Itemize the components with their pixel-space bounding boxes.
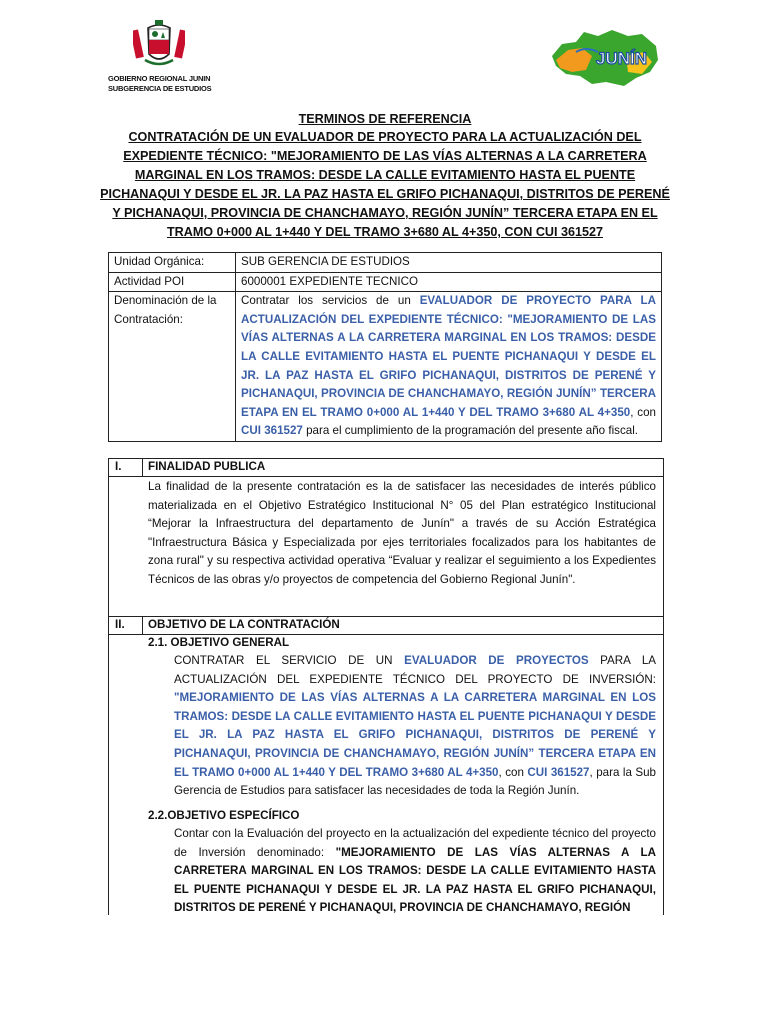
org-line-1: GOBIERNO REGIONAL JUNIN [108, 74, 211, 83]
info-table [108, 252, 662, 442]
denominacion-value: Contratar los servicios de un EVALUADOR DE PROYECTO PARA LA ACTUALIZACIÓN DEL EXPEDIENTE TÉCNICO: "MEJORAMIENTO DE LAS VÍAS ALTERNAS A LA CARRETERA MARGINAL EN LOS TRAMOS: DESDE LA CALLE EVITAMIENTO HASTA EL PUENTE PICHANAQUI Y DESDE EL JR. LA PAZ HASTA EL GRIFO PICHANAQUI, DISTRITOS DE PERENÉ Y PICHANAQUI, PROVINCIA DE CHANCHAMAYO, REGIÓN JUNÍN” TERCERA ETAPA EN EL TRAMO 0+000 AL 1+440 Y DEL TRAMO 3+680 AL 4+350, con CUI 361527 para el cumplimiento de la programación del presente año fiscal. [236, 292, 662, 442]
cui-highlight: CUI 361527 [527, 765, 590, 779]
section-1-title: FINALIDAD PUBLICA [148, 460, 266, 473]
junin-logo-text: JUNÍN [596, 49, 648, 68]
divider [142, 458, 143, 476]
divider [142, 616, 143, 634]
project-name-highlight: "MEJORAMIENTO DE LAS VÍAS ALTERNAS A LA CARRETERA MARGINAL EN LOS TRAMOS: DESDE LA CALLE EVITAMIENTO HASTA EL PUENTE PICHANAQUI Y DESDE EL JR. LA PAZ HASTA EL GRIFO PICHANAQUI, DISTRITOS DE PERENÉ Y PICHANAQUI, PROVINCIA DE CHANCHAMAYO, REGIÓN JUNÍN” TERCERA ETAPA EN EL TRAMO 0+000 AL 1+440 Y DEL TRAMO 3+680 AL 4+350 [174, 691, 656, 779]
cui-highlight: CUI 361527 [241, 424, 303, 438]
table-row [109, 292, 662, 442]
project-name-highlight: EVALUADOR DE PROYECTO PARA LA ACTUALIZACIÓN DEL EXPEDIENTE TÉCNICO: "MEJORAMIENTO DE LAS VÍAS ALTERNAS A LA CARRETERA MARGINAL EN LOS TRAMOS: DESDE LA CALLE EVITAMIENTO HASTA EL PUENTE PICHANAQUI Y DESDE EL JR. LA PAZ HASTA EL GRIFO PICHANAQUI, DISTRITOS DE PERENÉ Y PICHANAQUI, PROVINCIA DE CHANCHAMAYO, REGIÓN JUNÍN” TERCERA ETAPA EN EL TRAMO 0+000 AL 1+440 Y DEL TRAMO 3+680 AL 4+350 [241, 294, 656, 419]
table-row [109, 253, 662, 273]
actividad-label: Actividad POI [109, 272, 236, 292]
unidad-label: Unidad Orgánica: [109, 253, 236, 273]
actividad-value: 6000001 EXPEDIENTE TECNICO [236, 272, 662, 292]
denominacion-label: Denominación de la Contratación: [109, 292, 236, 442]
document-subtitle: CONTRATACIÓN DE UN EVALUADOR DE PROYECTO PARA LA ACTUALIZACIÓN DEL EXPEDIENTE TÉCNICO: "MEJORAMIENTO DE LAS VÍAS ALTERNAS A LA CARRETERA MARGINAL EN LOS TRAMOS: DESDE LA CALLE EVITAMIENTO HASTA EL PUENTE PICHANAQUI Y DESDE EL JR. LA PAZ HASTA EL GRIFO PICHANAQUI, DISTRITOS DE PERENÉ Y PICHANAQUI, PROVINCIA DE CHANCHAMAYO, REGIÓN JUNÍN” TERCERA ETAPA EN EL TRAMO 0+000 AL 1+440 Y DEL TRAMO 3+680 AL 4+350, CON CUI 361527 [100, 130, 670, 239]
section-2-number: II. [115, 618, 125, 631]
peru-coat-of-arms-logo [133, 20, 185, 70]
section-1-number: I. [115, 460, 122, 473]
section-1-body: La finalidad de la presente contratación es la de satisfacer las necesidades de interés público materializada en el Objetivo Estratégico Institucional N° 05 del Plan estratégico Institucional “Mejorar la Infraestructura del departamento de Junín" a través de su Acción Estratégica "Infraestructura Básica y Especializada por ejes territoriales focalizados para los habitantes de zona rural" y su respectiva actividad operativa “Evaluar y realizar el seguimiento a los Expedientes Técnicos de las obras y/o proyectos de competencia del Gobierno Regional Junín". [148, 480, 656, 586]
objetivo-general-title: 2.1. OBJETIVO GENERAL [148, 636, 290, 649]
section-2-title: OBJETIVO DE LA CONTRATACIÓN [148, 618, 340, 631]
table-row [109, 272, 662, 292]
document-title: TERMINOS DE REFERENCIA [298, 112, 472, 126]
unidad-value: SUB GERENCIA DE ESTUDIOS [236, 253, 662, 273]
org-name [108, 74, 211, 94]
objetivo-general-body: CONTRATAR EL SERVICIO DE UN EVALUADOR DE PROYECTOS PARA LA ACTUALIZACIÓN DEL EXPEDIENTE TÉCNICO DEL PROYECTO DE INVERSIÓN: "MEJORAMIENTO DE LAS VÍAS ALTERNAS A LA CARRETERA MARGINAL EN LOS TRAMOS: DESDE LA CALLE EVITAMIENTO HASTA EL PUENTE PICHANAQUI Y DESDE EL JR. LA PAZ HASTA EL GRIFO PICHANAQUI, DISTRITOS DE PERENÉ Y PICHANAQUI, PROVINCIA DE CHANCHAMAYO, REGIÓN JUNÍN” TERCERA ETAPA EN EL TRAMO 0+000 AL 1+440 Y DEL TRAMO 3+680 AL 4+350, con CUI 361527, para la Sub Gerencia de Estudios para satisfacer las necesidades de toda la Región Junín. [174, 654, 657, 798]
objetivo-especifico-title: 2.2.OBJETIVO ESPECÍFICO [148, 809, 300, 822]
junin-region-logo [546, 26, 664, 88]
objetivo-especifico-body: Contar con la Evaluación del proyecto en la actualización del expediente técnico del proyecto de Inversión denominado: "MEJORAMIENTO DE LAS VÍAS ALTERNAS A LA CARRETERA MARGINAL EN LOS TRAMOS: DESDE LA CALLE EVITAMIENTO HASTA EL PUENTE PICHANAQUI Y DESDE EL JR. LA PAZ HASTA EL GRIFO PICHANAQUI, DISTRITOS DE PERENÉ Y PICHANAQUI, PROVINCIA DE CHANCHAMAYO, REGIÓN [174, 827, 656, 915]
org-line-2: SUBGERENCIA DE ESTUDIOS [108, 84, 212, 93]
